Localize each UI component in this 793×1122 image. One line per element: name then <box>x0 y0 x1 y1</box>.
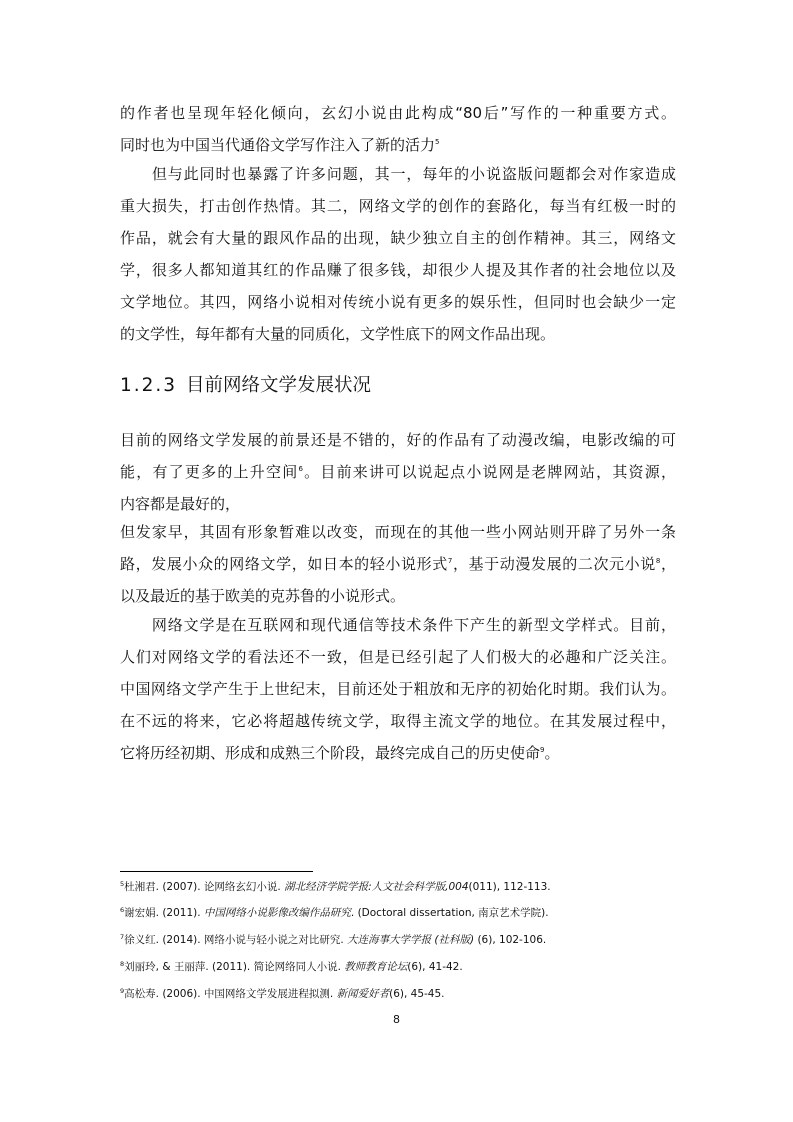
paragraph-4 <box>120 521 676 611</box>
footnote-ref-8[interactable]: 8 <box>655 557 661 565</box>
paragraph-line: 人们对网络文学的看法还不一致，但是已经引起了人们极大的必趣和广泛关注。 <box>120 648 676 666</box>
paragraph-line: 同时也为中国当代通俗文学写作注入了新的活力$^5$ <box>120 136 440 154</box>
section-number: 1.2.3 <box>120 375 178 396</box>
paragraph-line: 网络文学是在互联网和现代通信等技术条件下产生的新型文学样式。目前， <box>120 616 676 634</box>
paragraph-line: 在不远的将来，它必将超越传统文学，取得主流文学的地位。在其发展过程中， <box>120 712 676 730</box>
footnote-8: $^8$刘丽玲, & 王丽萍. (2011). 简论网络同人小说. 教师教育论坛(6), 41-42. <box>120 960 463 973</box>
footnote-5: $^5$杜湘君. (2007). 论网络玄幻小说. 湖北经济学院学报:人文社会科学版,004(011), 112-113. <box>120 880 551 893</box>
paragraph-line: 但与此同时也暴露了许多问题，其一，每年的小说盗版问题都会对作家造成 <box>120 165 676 183</box>
paragraph-line: 的作者也呈现年轻化倾向，玄幻小说由此构成“80后”写作的一种重要方式。 <box>120 104 676 122</box>
footnote-ref-6[interactable]: 6 <box>298 465 303 473</box>
paragraph-line: 内容都是最好的， <box>120 495 241 513</box>
footnote-ref-9[interactable]: 9 <box>540 746 545 754</box>
paragraph-line: 作品，就会有大量的跟风作品的出现，缺少独立自主的创作精神。其三，网络文 <box>120 229 676 247</box>
footnote-9: $^9$高松寿. (2006). 中国网络文学发展进程拟测. 新闻爱好者(6), 45-45. <box>120 987 445 1000</box>
paragraph-2 <box>120 163 676 353</box>
paragraph-line: 路，发展小众的网络文学，如日本的轻小说形式$^7$，基于动漫发展的二次元小说$^8$， <box>120 555 676 573</box>
paragraph-line: 文学地位。其四，网络小说相对传统小说有更多的娱乐性，但同时也会缺少一定 <box>120 293 676 311</box>
paragraph-line: 但发家早，其固有形象暂难以改变，而现在的其他一些小网站则开辟了另外一条 <box>120 523 676 541</box>
paragraph-line: 中国网络文学产生于上世纪末，目前还处于粗放和无序的初始化时期。我们认为。 <box>120 680 676 698</box>
paragraph-3 <box>120 429 676 519</box>
paragraph-1 <box>120 102 676 162</box>
footnote-ref-5[interactable]: 5 <box>435 138 440 146</box>
section-title: 目前网络文学发展状况 <box>186 375 372 396</box>
paragraph-line: 能，有了更多的上升空间$^6$。目前来讲可以说起点小说网是老牌网站，其资源， <box>120 463 676 481</box>
footnote-7: $^7$徐义红. (2014). 网络小说与轻小说之对比研究. 大连海事大学学报 (社科版) (6), 102-106. <box>120 933 547 946</box>
page-number: 8 <box>393 1013 400 1026</box>
section-heading <box>120 371 371 397</box>
paragraph-line: 重大损失，打击创作热情。其二，网络文学的创作的套路化，每当有红极一时的 <box>120 197 676 215</box>
footnote-ref-7[interactable]: 7 <box>447 557 453 565</box>
paragraph-line: 以及最近的基于欧美的克苏鲁的小说形式。 <box>120 587 406 605</box>
footnote-separator <box>120 871 313 872</box>
paragraph-line: 学，很多人都知道其红的作品赚了很多钱，却很少人提及其作者的社会地位以及 <box>120 261 676 279</box>
paragraph-line: 目前的网络文学发展的前景还是不错的，好的作品有了动漫改编，电影改编的可 <box>120 431 676 449</box>
paragraph-line: 它将历经初期、形成和成熟三个阶段，最终完成自己的历史使命$^9$。 <box>120 744 560 762</box>
paragraph-5 <box>120 614 676 769</box>
footnote-6: $^6$谢宏娟. (2011). 中国网络小说影像改编作品研究. (Doctoral dissertation, 南京艺术学院). <box>120 906 549 919</box>
paragraph-line: 的文学性，每年都有大量的同质化，文学性底下的网文作品出现。 <box>120 325 556 343</box>
